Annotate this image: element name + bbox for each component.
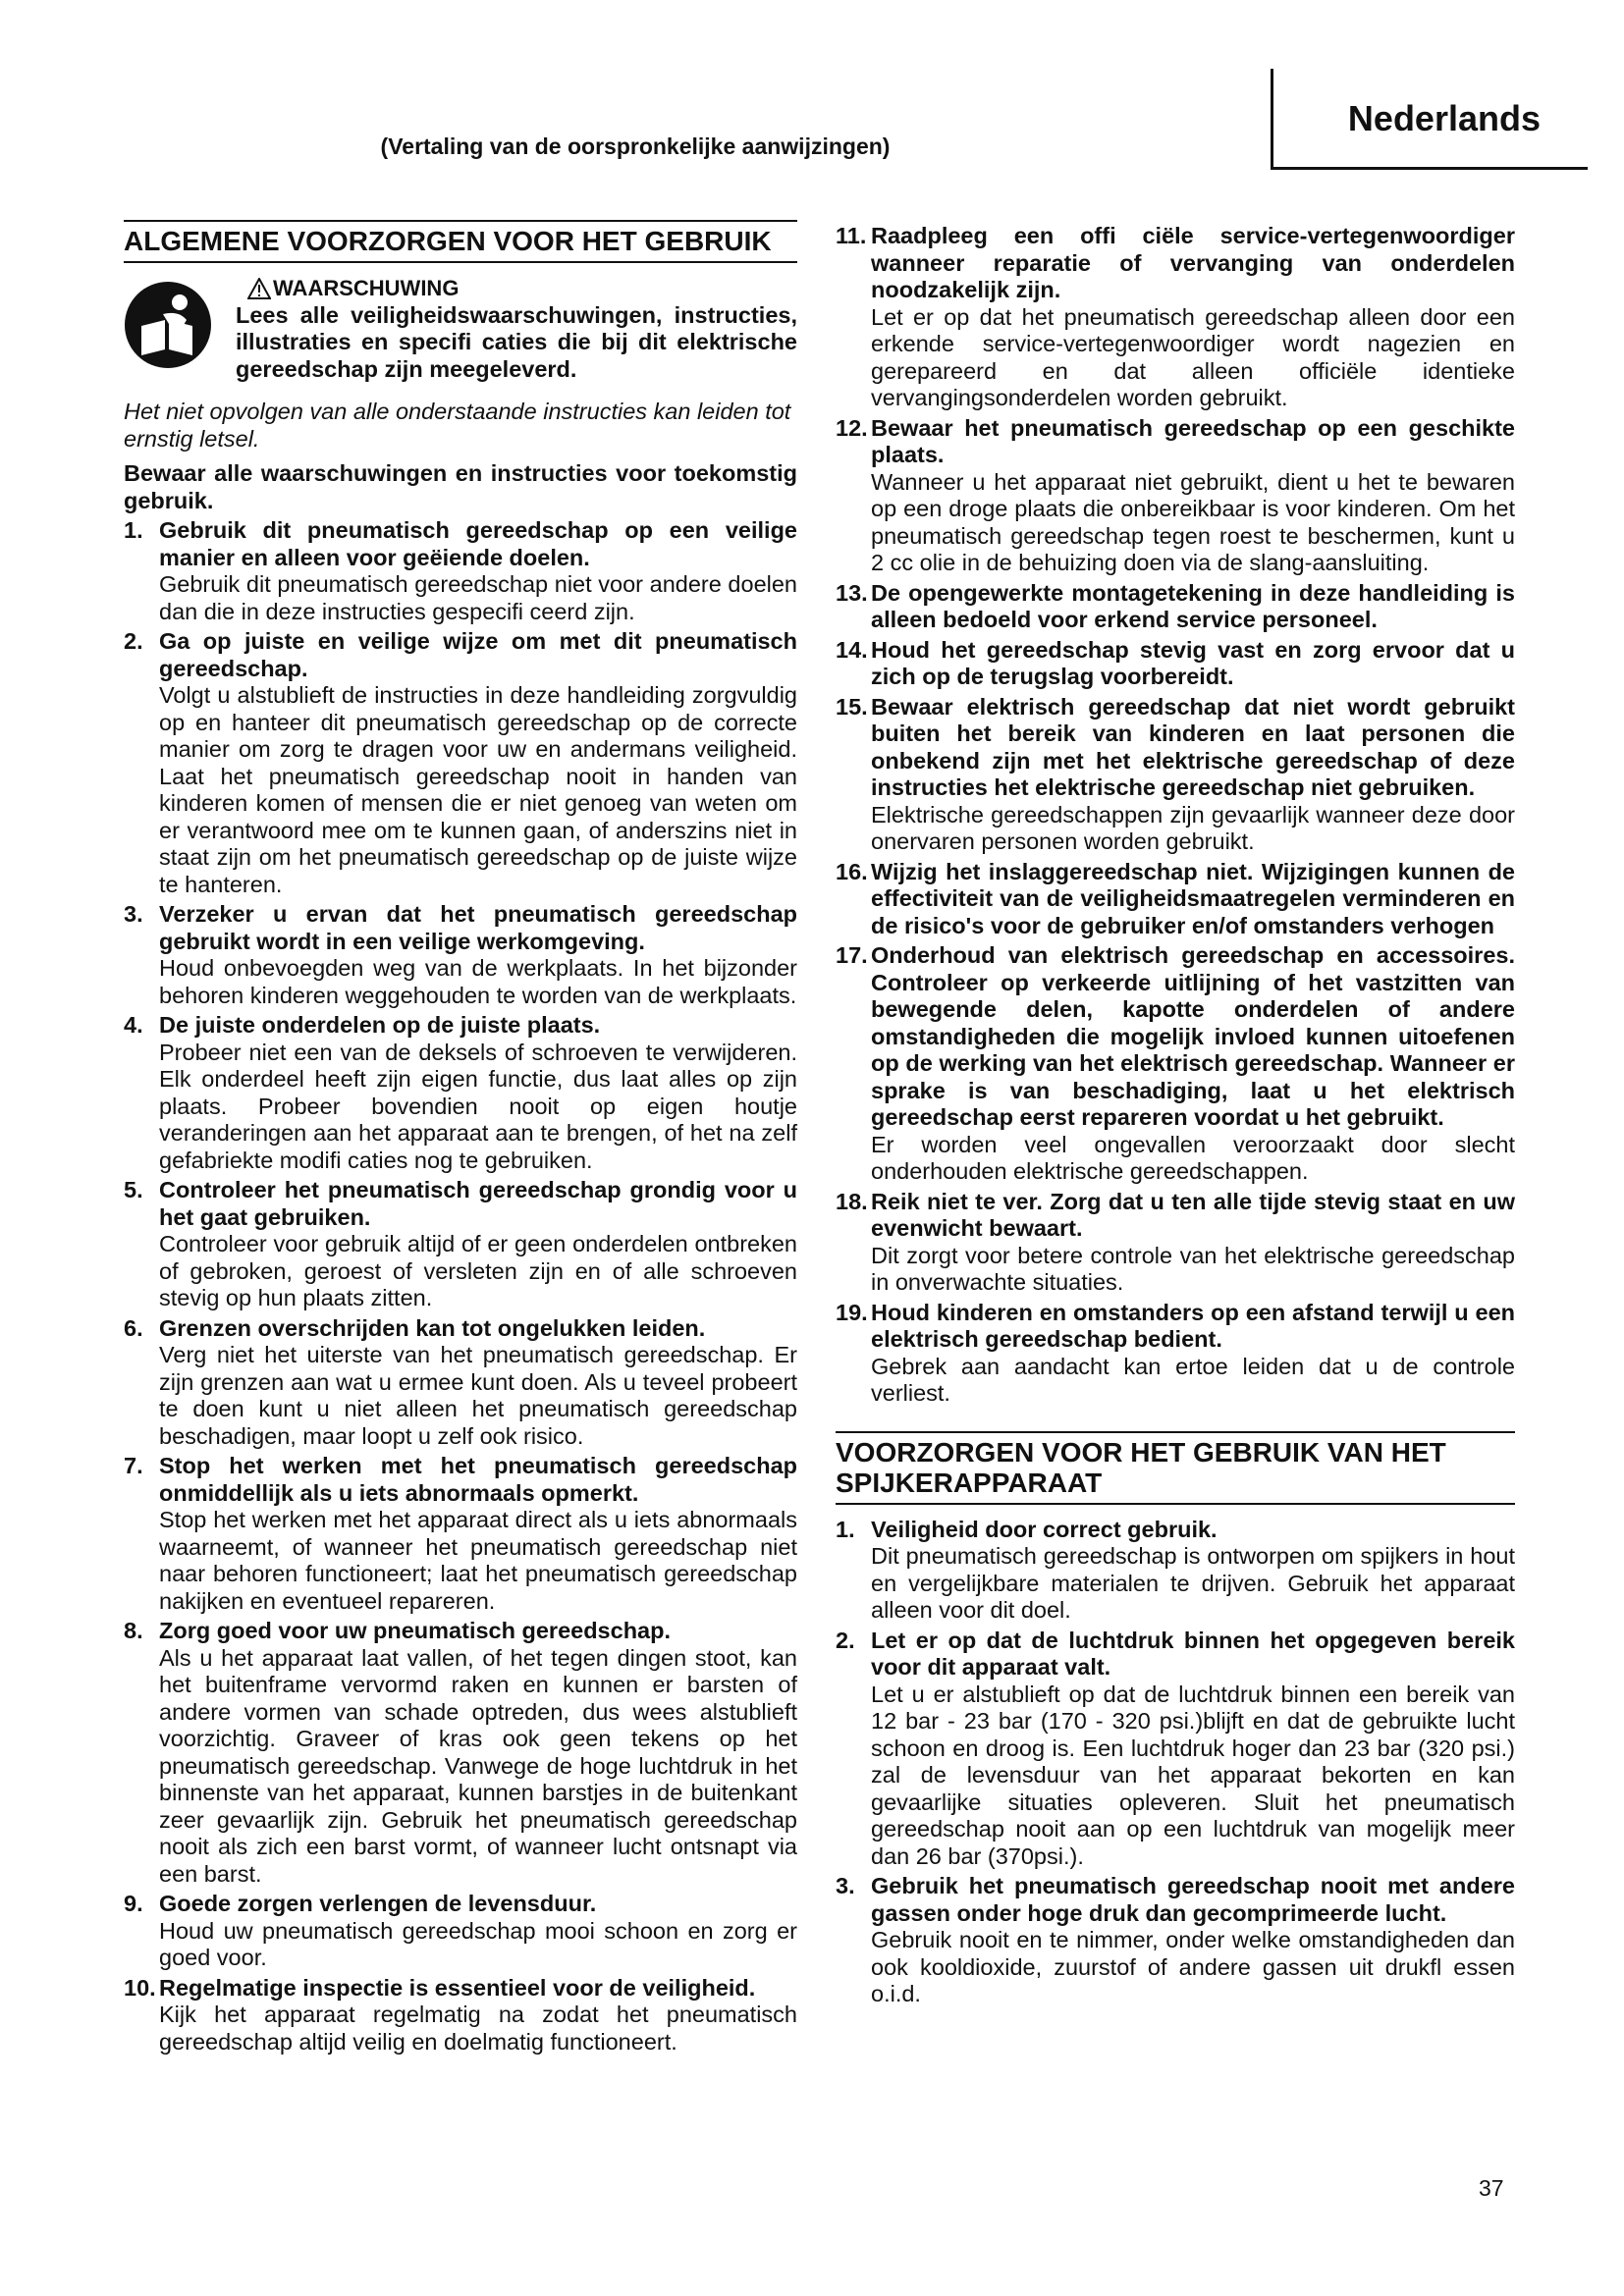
item-number: 8. [124, 1618, 143, 1643]
translation-subtitle: (Vertaling van de oorspronkelijke aanwijzingen) [380, 133, 891, 159]
list-item [836, 637, 1515, 691]
item-body: Verg niet het uiterste van het pneumatisch gereedschap. Er zijn grenzen aan wat u ermee kunt doen. Als u teveel probeert te doen kunt u niet alleen het pneumatisch gereedschap beschadigen, maar loopt u zelf ook risico. [159, 1342, 797, 1449]
item-heading: Goede zorgen verlengen de levensduur. [159, 1891, 597, 1916]
list-item [836, 1300, 1515, 1408]
list-item [836, 223, 1515, 412]
list-item [836, 1873, 1515, 2008]
item-number: 14. [836, 636, 868, 663]
item-number: 12. [836, 414, 868, 441]
list-item [836, 1189, 1515, 1297]
list-item [124, 1975, 797, 2056]
item-body: Gebrek aan aandacht kan ertoe leiden dat u de controle verliest. [871, 1353, 1515, 1406]
item-number: 15. [836, 693, 868, 720]
item-body: Gebruik nooit en te nimmer, onder welke omstandigheden dan ook kooldioxide, zuurstof of andere gassen uit drukfl essen o.i.d. [871, 1927, 1515, 2006]
item-heading: De juiste onderdelen op de juiste plaats. [159, 1012, 601, 1038]
item-heading: Veiligheid door correct gebruik. [871, 1516, 1218, 1542]
language-box [1271, 69, 1588, 170]
item-heading: Bewaar elektrisch gereedschap dat niet wordt gebruikt buiten het bereik van kinderen en laat personen die onbekend zijn met het elektrische gereedschap of deze instructies het elektrische gereedschap niet gebruiken. [871, 693, 1515, 800]
item-number: 1. [836, 1516, 855, 1542]
item-heading: Raadpleeg een offi ciële service-vertegenwoordiger wanneer reparatie of vervanging van onderdelen noodzakelijk zijn. [871, 223, 1515, 302]
item-body: Dit zorgt voor betere controle van het elektrische gereedschap in onverwachte situaties. [871, 1242, 1515, 1295]
section-title-general-precautions: ALGEMENE VOORZORGEN VOOR HET GEBRUIK [124, 220, 797, 263]
item-number: 10. [124, 1974, 156, 2001]
warning-label [236, 275, 797, 302]
item-heading: Controleer het pneumatisch gereedschap grondig voor u het gaat gebruiken. [159, 1177, 797, 1230]
item-number: 18. [836, 1188, 868, 1214]
item-heading: Wijzig het inslaggereedschap niet. Wijzigingen kunnen de effectiviteit van de veiligheidsmaatregelen verminderen en de risico's voor de gebruiker en/of omstanders verhogen [871, 858, 1515, 938]
item-body: Dit pneumatisch gereedschap is ontworpen om spijkers in hout en vergelijkbare materialen te drijven. Gebruik het apparaat alleen voor dit doel. [871, 1543, 1515, 1623]
list-item [836, 1628, 1515, 1871]
item-number: 19. [836, 1299, 868, 1325]
list-item [836, 694, 1515, 856]
item-heading: Regelmatige inspectie is essentieel voor de veiligheid. [159, 1974, 756, 2001]
list-item [836, 859, 1515, 940]
italic-note: Het niet opvolgen van alle onderstaande instructies kan leiden tot ernstig letsel. [124, 399, 791, 452]
item-body: Als u het apparaat laat vallen, of het tegen dingen stoot, kan het buitenframe vervormd raken en kunnen er barsten of andere vormen van schade optreden, dus wees alstublieft voorzichtig. Graveer of kras ook geen tekens op het pneumatisch gereedschap. Vanwege de hoge luchtdruk in het binnenste van het apparaat, kunnen barstjes in de buitenkant zeer gevaarlijk zijn. Gebruik het pneumatisch gereedschap nooit als zich een barst vormt, of wanneer lucht ontsnapt via een barst. [159, 1644, 797, 1887]
item-body: Let u er alstublieft op dat de luchtdruk binnen een bereik van 12 bar - 23 bar (170 - 320 psi.)blijft en dat de gebruikte lucht schoon en droog is. Een luchtdruk hoger dan 23 bar (320 psi.) zal de levensduur van het apparaat bekorten en kan gevaarlijke situaties opleveren. Sluit het pneumatisch gereedschap nooit aan op een luchtdruk van mogelijk meer dan 26 bar (370psi.). [871, 1681, 1515, 1869]
list-item [124, 1177, 797, 1312]
item-body: Gebruik dit pneumatisch gereedschap niet voor andere doelen dan die in deze instructies gespecifi ceerd zijn. [159, 571, 797, 624]
item-number: 17. [836, 942, 868, 968]
item-heading: Grenzen overschrijden kan tot ongelukken leiden. [159, 1314, 706, 1341]
page-number: 37 [1479, 2175, 1504, 2201]
item-body: Wanneer u het apparaat niet gebruikt, dient u het te bewaren op een droge plaats die onbereikbaar is voor kinderen. Om het pneumatisch gereedschap tegen roest te beschermen, kunt u 2 cc olie in de behuizing doen via de slang-aansluiting. [871, 468, 1515, 575]
warning-triangle-icon [247, 278, 271, 299]
item-body: Kijk het apparaat regelmatig na zodat het pneumatisch gereedschap altijd veilig en doelmatig functioneert. [159, 2002, 797, 2055]
item-heading: Stop het werken met het pneumatisch gereedschap onmiddellijk als u iets abnormaals opmerkt. [159, 1453, 797, 1506]
list-item [124, 1453, 797, 1615]
list-item [124, 517, 797, 625]
item-body: Houd onbevoegden weg van de werkplaats. In het bijzonder behoren kinderen weggehouden te worden van de werkplaats. [159, 955, 797, 1008]
warning-text: Lees alle veiligheidswaarschuwingen, instructies, illustraties en specifi caties die bij dit elektrische gereedschap zijn meegeleverd. [236, 301, 797, 382]
item-number: 11. [836, 223, 867, 248]
warning-label-text: WAARSCHUWING [273, 276, 460, 300]
item-heading: Onderhoud van elektrisch gereedschap en accessoires. Controleer op verkeerde uitlijning of het vastzitten van bewegende delen, kapotte onderdelen of andere omstandigheden die mogelijk invloed kunnen uitoefenen op de werking van het elektrisch gereedschap. Wanneer er sprake is van beschadiging, laat u het elektrisch gereedschap eerst repareren voordat u het gebruikt. [871, 942, 1515, 1130]
list-item [836, 1517, 1515, 1625]
item-heading: Gebruik het pneumatisch gereedschap nooit met andere gassen onder hoge druk dan gecomprimeerde lucht. [871, 1873, 1515, 1926]
read-manual-icon [124, 281, 212, 369]
list-item [124, 628, 797, 898]
item-number: 2. [836, 1627, 855, 1653]
right-column [836, 220, 1515, 2008]
item-number: 13. [836, 579, 868, 606]
item-body: Stop het werken met het apparaat direct als u iets abnormaals waarneemt, of wanneer het pneumatisch gereedschap niet naar behoren functioneert; laat het pneumatisch gereedschap nakijken en eventueel repareren. [159, 1507, 797, 1614]
list-item [836, 942, 1515, 1186]
item-number: 5. [124, 1177, 143, 1202]
item-body: Volgt u alstublieft de instructies in deze handleiding zorgvuldig op en hanteer dit pneumatisch gereedschap op de correcte manier om zorg te dragen voor uw en andermans veiligheid. Laat het pneumatisch gereedschap nooit in handen van kinderen komen of mensen die er niet genoeg van weten om er verantwoord mee om te kunnen gaan, of anderszins niet in staat zijn om het pneumatisch gereedschap op de juiste wijze te hanteren. [159, 682, 797, 897]
item-heading: Gebruik dit pneumatisch gereedschap op een veilige manier en alleen voor geëiende doelen. [159, 517, 797, 570]
item-heading: Verzeker u ervan dat het pneumatisch gereedschap gebruikt wordt in een veilige werkomgeving. [159, 901, 797, 954]
keep-instructions-note: Bewaar alle waarschuwingen en instructies voor toekomstig gebruik. [124, 460, 797, 513]
warning-block [124, 275, 797, 393]
list-item [124, 1315, 797, 1451]
item-number: 4. [124, 1012, 143, 1038]
item-number: 9. [124, 1891, 143, 1916]
left-column [124, 220, 797, 2056]
item-number: 1. [124, 517, 143, 543]
item-body: Houd uw pneumatisch gereedschap mooi schoon en zorg er goed voor. [159, 1917, 797, 1970]
item-heading: Ga op juiste en veilige wijze om met dit pneumatisch gereedschap. [159, 628, 797, 681]
item-body: Elektrische gereedschappen zijn gevaarlijk wanneer deze door onervaren personen worden gebruikt. [871, 801, 1515, 854]
item-number: 7. [124, 1453, 143, 1478]
list-item [124, 1618, 797, 1888]
item-heading: Zorg goed voor uw pneumatisch gereedschap. [159, 1618, 672, 1643]
list-item [836, 580, 1515, 634]
item-body: Let er op dat het pneumatisch gereedschap alleen door een erkende service-vertegenwoordiger wordt nagezien en gerepareerd en dat alleen officiële identieke vervangingsonderdelen worden gebruikt. [871, 303, 1515, 410]
item-body: Controleer voor gebruik altijd of er geen onderdelen ontbreken of gebroken, geroest of versleten zijn en of alle schroeven stevig op hun plaats zitten. [159, 1231, 797, 1310]
item-body: Probeer niet een van de deksels of schroeven te verwijderen. Elk onderdeel heeft zijn eigen functie, dus laat alles op zijn plaats. Probeer bovendien nooit op eigen houtje veranderingen aan het apparaat aan te brengen, of het na zelf gefabriekte modifi caties nog te gebruiken. [159, 1039, 797, 1173]
list-item [836, 415, 1515, 577]
item-number: 16. [836, 858, 868, 884]
item-heading: Houd kinderen en omstanders op een afstand terwijl u een elektrisch gereedschap bedient. [871, 1299, 1515, 1352]
item-heading: De opengewerkte montagetekening in deze handleiding is alleen bedoeld voor erkend service personeel. [871, 579, 1515, 632]
item-heading: Reik niet te ver. Zorg dat u ten alle tijde stevig staat en uw evenwicht bewaart. [871, 1188, 1515, 1241]
item-number: 2. [124, 628, 143, 654]
item-heading: Houd het gereedschap stevig vast en zorg ervoor dat u zich op de terugslag voorbereidt. [871, 636, 1515, 689]
language-label: Nederlands [1347, 98, 1541, 138]
item-number: 3. [836, 1873, 855, 1898]
item-number: 6. [124, 1314, 143, 1341]
section-title-nailer-precautions: VOORZORGEN VOOR HET GEBRUIK VAN HET SPIJKERAPPARAAT [836, 1431, 1515, 1505]
item-heading: Bewaar het pneumatisch gereedschap op een geschikte plaats. [871, 414, 1515, 467]
item-heading: Let er op dat de luchtdruk binnen het opgegeven bereik voor dit apparaat valt. [871, 1627, 1515, 1680]
item-number: 3. [124, 901, 143, 927]
list-item [124, 1012, 797, 1174]
list-item [124, 1891, 797, 1972]
item-body: Er worden veel ongevallen veroorzaakt door slecht onderhouden elektrische gereedschappen. [871, 1131, 1515, 1184]
list-item [124, 901, 797, 1009]
